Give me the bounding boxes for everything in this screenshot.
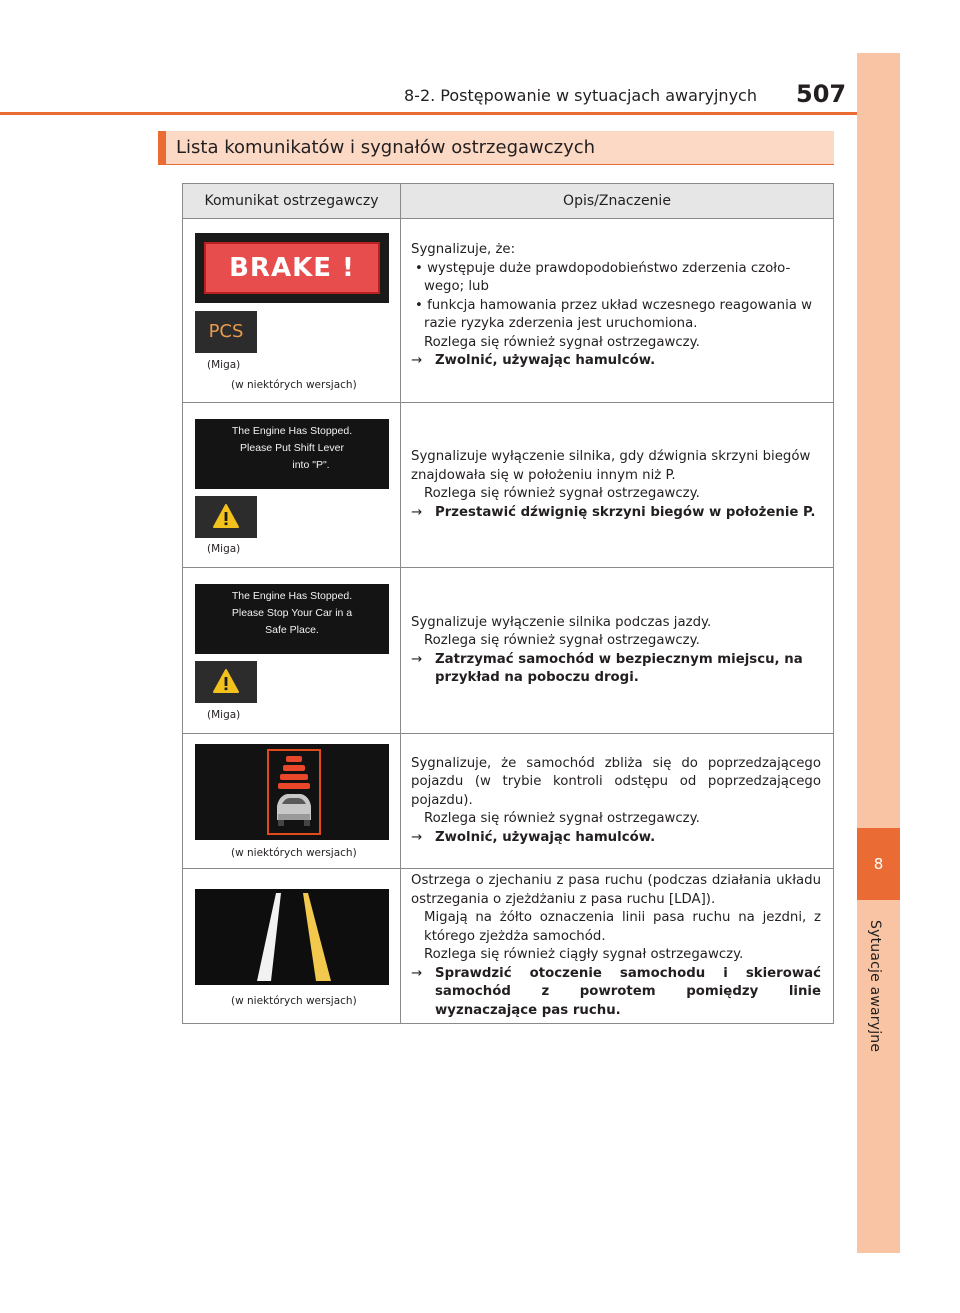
description-cell bbox=[401, 734, 834, 869]
warning-indicator bbox=[195, 661, 257, 703]
distance-warning-display bbox=[195, 744, 389, 840]
note-text: Rozlega się również ciągły sygnał ostrzegawczy. bbox=[424, 947, 744, 962]
vehicle-distance-warning-icon bbox=[195, 744, 389, 840]
brake-display bbox=[195, 233, 389, 303]
warning-triangle-icon bbox=[213, 503, 239, 529]
engine-stopped-display bbox=[195, 584, 389, 654]
version-label: (w niektórych wersjach) bbox=[231, 995, 357, 1007]
note-text: Rozlega się również sygnał ostrzegawczy. bbox=[424, 334, 700, 350]
action-text: → Zwolnić, używając hamulców. bbox=[411, 353, 656, 368]
description-text: Sygnalizuje wyłączenie silnika, gdy dźwignia skrzyni biegów znajdowała się w położeniu innym niż P. bbox=[411, 449, 811, 483]
action-text: → Zatrzymać samochód w bezpiecznym miejscu, na przykład na poboczu drogi. bbox=[411, 651, 803, 685]
note-text: Rozlega się również sygnał ostrzegawczy. bbox=[424, 633, 700, 648]
display-line: into "P". bbox=[292, 459, 330, 471]
action-text: → Przestawić dźwignię skrzyni biegów w położenie P. bbox=[411, 504, 816, 520]
description-text: Sygnalizuje, że: bbox=[411, 242, 516, 257]
version-label: (w niektórych wersjach) bbox=[231, 847, 357, 859]
display-line: Please Stop Your Car in a bbox=[231, 607, 353, 619]
display-line: The Engine Has Stopped. bbox=[231, 590, 353, 602]
table-row bbox=[183, 403, 834, 568]
message-cell bbox=[183, 734, 401, 869]
table-row bbox=[183, 568, 834, 734]
chapter-number-tab[interactable]: 8 bbox=[857, 828, 900, 900]
page-number: 507 bbox=[796, 80, 847, 108]
message-cell bbox=[183, 869, 401, 1024]
section-title: Lista komunikatów i sygnałów ostrzegawczych bbox=[176, 137, 596, 158]
action-text: → Sprawdzić otoczenie samochodu i skierować samochód z powrotem pomiędzy linie wyznaczające pas ruchu. bbox=[411, 965, 821, 1018]
note-text: Migają na żółto oznaczenia linii pasa ruchu na jezdni, z którego zjeżdża samochód. bbox=[424, 910, 821, 944]
flash-label: (Miga) bbox=[207, 543, 241, 555]
section-accent bbox=[158, 131, 166, 164]
bullet-item: • występuje duże prawdopodobieństwo zderzenia czoło- wego; lub bbox=[415, 260, 791, 294]
column-header-description: Opis/Znaczenie bbox=[401, 184, 834, 219]
column-header-message: Komunikat ostrzegawczy bbox=[183, 184, 401, 219]
table-header-row bbox=[183, 184, 834, 219]
chapter-title-vertical: Sytuacje awaryjne bbox=[867, 920, 883, 1053]
message-cell bbox=[183, 403, 401, 568]
section-title-bar bbox=[158, 131, 834, 164]
description-text: Ostrzega o zjechaniu z pasa ruchu (podczas działania układu ostrzegania o zjeżdżaniu z pasa ruchu [LDA]). bbox=[411, 873, 821, 907]
flash-label: (Miga) bbox=[207, 359, 241, 371]
display-line: Please Put Shift Lever bbox=[240, 442, 344, 454]
table-row bbox=[183, 869, 834, 1024]
warning-indicator bbox=[195, 496, 257, 538]
table-row bbox=[183, 734, 834, 869]
message-cell bbox=[183, 219, 401, 403]
action-text: → Zwolnić, używając hamulców. bbox=[411, 829, 656, 845]
chapter-side-bar bbox=[857, 53, 900, 1253]
note-text: Rozlega się również sygnał ostrzegawczy. bbox=[424, 486, 700, 501]
description-cell bbox=[401, 219, 834, 403]
display-line: The Engine Has Stopped. bbox=[231, 425, 353, 437]
header-rule bbox=[0, 112, 900, 115]
warning-messages-table bbox=[182, 183, 834, 1024]
warning-triangle-icon bbox=[213, 668, 239, 694]
pcs-indicator: PCS bbox=[195, 311, 257, 353]
description-text: Sygnalizuje, że samochód zbliża się do poprzedzającego pojazdu (w trybie kontroli odstępu od poprzedzającego pojazdu). bbox=[411, 755, 821, 808]
display-line: Safe Place. bbox=[265, 624, 319, 636]
lane-departure-icon bbox=[195, 889, 389, 985]
brake-warning-text: BRAKE ! bbox=[204, 242, 380, 294]
table-row bbox=[183, 219, 834, 403]
running-header: 8-2. Postępowanie w sytuacjach awaryjnych bbox=[404, 86, 757, 105]
section-underline bbox=[158, 164, 834, 165]
note-text: Rozlega się również sygnał ostrzegawczy. bbox=[424, 811, 700, 827]
description-cell bbox=[401, 869, 834, 1024]
description-cell bbox=[401, 403, 834, 568]
lane-departure-display bbox=[195, 889, 389, 985]
description-cell bbox=[401, 568, 834, 734]
flash-label: (Miga) bbox=[207, 709, 241, 721]
engine-stopped-display bbox=[195, 419, 389, 489]
message-cell bbox=[183, 568, 401, 734]
version-label: (w niektórych wersjach) bbox=[231, 379, 357, 391]
description-text: Sygnalizuje wyłączenie silnika podczas jazdy. bbox=[411, 614, 712, 630]
bullet-item: • funkcja hamowania przez układ wczesnego reagowania w razie ryzyka zderzenia jest uruchomiona. bbox=[415, 297, 813, 331]
